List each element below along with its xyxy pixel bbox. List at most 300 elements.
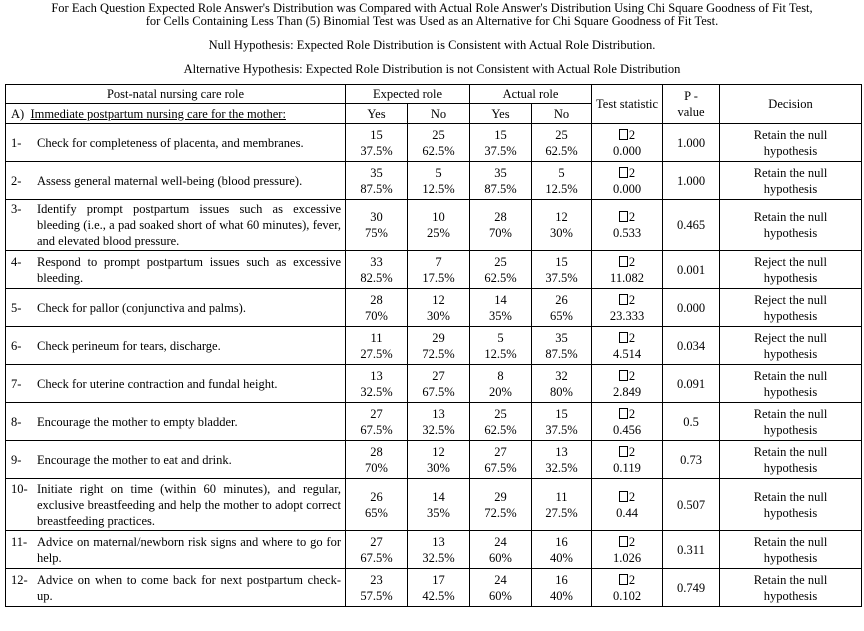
header-test-statistic-label: Test statistic [596, 97, 658, 111]
care-item [6, 200, 346, 251]
item-number: 4- [11, 254, 22, 269]
actual-yes-percent: 87.5% [484, 181, 517, 196]
test-statistic-value: 0.533 [612, 226, 642, 240]
chi-square-exponent: 2 [628, 210, 636, 224]
actual-yes-count: 8 [497, 368, 504, 383]
actual-no-percent: 62.5% [545, 143, 578, 158]
chi-square-symbol [592, 489, 662, 505]
expected-yes-count: 23 [370, 572, 383, 587]
header-actual-no: No [532, 104, 592, 124]
chi-square-exponent: 2 [628, 254, 636, 269]
decision-line-2: hypothesis [763, 384, 818, 399]
item-number: 5- [11, 300, 22, 315]
expected-yes-percent: 32.5% [360, 384, 393, 399]
test-statistic-value: 2.849 [612, 384, 642, 399]
care-item [6, 251, 346, 289]
table-row [6, 124, 862, 162]
decision [720, 441, 862, 479]
expected-yes-count: 27 [370, 534, 383, 549]
actual-no [532, 479, 592, 531]
actual-yes [470, 403, 532, 441]
care-item [6, 327, 346, 365]
actual-yes [470, 365, 532, 403]
chi-square-symbol [592, 444, 662, 460]
test-statistic-value: 0.000 [612, 143, 642, 158]
decision-line-2: hypothesis [763, 588, 818, 603]
decision-line-2: hypothesis [763, 308, 818, 323]
chi-square-exponent: 2 [628, 127, 636, 142]
actual-yes-percent: 37.5% [484, 143, 517, 158]
actual-yes [470, 124, 532, 162]
expected-yes-count: 30 [370, 210, 383, 224]
actual-no-count: 16 [555, 534, 568, 549]
decision-line-2: hypothesis [763, 346, 818, 361]
header-test-statistic [592, 85, 663, 124]
table-row [6, 441, 862, 479]
item-number: 3- [11, 202, 22, 216]
test-statistic [592, 531, 663, 569]
header-p-value [663, 85, 720, 124]
chi-square-symbol [592, 534, 662, 550]
actual-no-percent: 27.5% [545, 505, 578, 520]
expected-no [408, 403, 470, 441]
expected-no-count: 25 [432, 127, 445, 142]
test-statistic [592, 124, 663, 162]
p-value: 0.034 [663, 327, 720, 365]
actual-no-count: 32 [555, 368, 568, 383]
actual-yes [470, 441, 532, 479]
table-row [6, 251, 862, 289]
test-statistic [592, 289, 663, 327]
header-p-line1: P - [684, 89, 698, 103]
chi-square-exponent: 2 [628, 165, 636, 180]
actual-yes [470, 569, 532, 607]
care-item [6, 365, 346, 403]
p-value: 0.73 [663, 441, 720, 479]
missing-glyph-icon [619, 256, 628, 267]
expected-no-count: 27 [432, 368, 445, 383]
actual-no-percent: 40% [550, 550, 573, 565]
missing-glyph-icon [619, 574, 628, 585]
table-row [6, 479, 862, 531]
header-actual-yes: Yes [470, 104, 532, 124]
alternative-hypothesis: Alternative Hypothesis: Expected Role Distribution is not Consistent with Actual Role Distribution [183, 62, 681, 76]
actual-no-percent: 65% [550, 308, 573, 323]
actual-yes-count: 25 [494, 254, 507, 269]
table-row [6, 200, 862, 251]
expected-no-percent: 25% [427, 226, 450, 240]
expected-no-percent: 17.5% [422, 270, 455, 285]
expected-yes-percent: 57.5% [360, 588, 393, 603]
decision-line-2: hypothesis [763, 550, 818, 565]
expected-no-count: 29 [432, 330, 445, 345]
item-text: Identify prompt postpartum issues such as excessive bleeding (i.e., a pad soaked short of what 60 minutes), fever, and elevated blood pressure. [37, 202, 341, 248]
expected-no-count: 12 [432, 292, 445, 307]
header-decision: Decision [720, 85, 862, 124]
expected-yes-percent: 67.5% [360, 550, 393, 565]
expected-no-count: 13 [432, 534, 445, 549]
decision-line-1: Reject the null [754, 254, 827, 269]
chi-square-symbol [592, 330, 662, 346]
decision-line-2: hypothesis [763, 270, 818, 285]
decision [720, 327, 862, 365]
expected-yes-count: 27 [370, 406, 383, 421]
actual-yes [470, 479, 532, 531]
expected-no-percent: 32.5% [422, 422, 455, 437]
expected-no [408, 365, 470, 403]
expected-no [408, 289, 470, 327]
item-number: 11- [11, 534, 28, 549]
actual-no-count: 5 [558, 165, 565, 180]
actual-no-percent: 87.5% [545, 346, 578, 361]
actual-no [532, 162, 592, 200]
section-prefix: A) [11, 106, 25, 121]
decision-line-1: Retain the null [753, 444, 828, 459]
decision-line-1: Reject the null [754, 330, 827, 345]
item-text: Check perineum for tears, discharge. [37, 338, 221, 353]
actual-yes-percent: 70% [489, 226, 512, 240]
actual-no-count: 15 [555, 406, 568, 421]
decision [720, 531, 862, 569]
decision [720, 403, 862, 441]
chi-square-symbol [592, 209, 662, 225]
actual-yes-count: 5 [497, 330, 504, 345]
actual-yes-percent: 62.5% [484, 270, 517, 285]
expected-no-percent: 67.5% [422, 384, 455, 399]
decision-line-1: Retain the null [753, 489, 828, 504]
care-item [6, 403, 346, 441]
expected-yes-count: 28 [370, 444, 383, 459]
expected-yes [346, 162, 408, 200]
chi-square-exponent: 2 [628, 330, 636, 345]
actual-no [532, 251, 592, 289]
test-statistic [592, 403, 663, 441]
decision-line-1: Retain the null [753, 127, 828, 142]
test-statistic-value: 0.119 [613, 460, 641, 475]
expected-no-percent: 62.5% [422, 143, 455, 158]
actual-no [532, 124, 592, 162]
expected-yes-percent: 67.5% [360, 422, 393, 437]
actual-no-count: 13 [555, 444, 568, 459]
actual-no [532, 441, 592, 479]
decision [720, 200, 862, 251]
care-item [6, 162, 346, 200]
expected-yes [346, 251, 408, 289]
actual-yes-count: 28 [494, 210, 507, 224]
decision-line-2: hypothesis [763, 226, 818, 240]
expected-no [408, 327, 470, 365]
section-title-cell [6, 104, 346, 124]
actual-no-count: 11 [555, 489, 568, 504]
heading-line-2: for Cells Containing Less Than (5) Binomial Test was Used as an Alternative for Chi Square Goodness of Fit Test. [145, 14, 719, 28]
test-statistic-value: 0.44 [616, 505, 638, 520]
table-row [6, 365, 862, 403]
expected-yes [346, 200, 408, 251]
header-expected-yes: Yes [346, 104, 408, 124]
actual-yes-percent: 62.5% [484, 422, 517, 437]
actual-no [532, 289, 592, 327]
expected-yes-count: 35 [370, 165, 383, 180]
expected-no-count: 14 [432, 489, 445, 504]
item-number: 10- [11, 481, 28, 496]
expected-yes-count: 11 [370, 330, 383, 345]
actual-no-count: 15 [555, 254, 568, 269]
decision-line-2: hypothesis [763, 460, 818, 475]
p-value: 1.000 [663, 162, 720, 200]
expected-no [408, 124, 470, 162]
header-actual-role: Actual role [470, 85, 592, 104]
table-row [6, 327, 862, 365]
chi-square-symbol [592, 572, 662, 588]
actual-yes-percent: 60% [489, 550, 512, 565]
test-statistic [592, 251, 663, 289]
actual-yes-count: 15 [494, 127, 507, 142]
expected-yes-percent: 65% [365, 505, 388, 520]
chi-square-symbol [592, 254, 662, 270]
expected-yes-count: 26 [370, 489, 383, 504]
chi-square-symbol [592, 368, 662, 384]
item-text: Advice on maternal/newborn risk signs and where to go for help. [37, 534, 341, 565]
expected-no-count: 7 [435, 254, 442, 269]
table-row [6, 569, 862, 607]
heading-line-1: For Each Question Expected Role Answer's Distribution was Compared with Actual Role Answer's Distribution Using Chi Square Goodness of Fit Test, [51, 1, 813, 15]
expected-no-count: 10 [432, 210, 445, 224]
expected-no [408, 531, 470, 569]
actual-yes-percent: 67.5% [484, 460, 517, 475]
actual-yes [470, 251, 532, 289]
missing-glyph-icon [619, 408, 628, 419]
test-statistic-value: 23.333 [609, 308, 645, 323]
item-number: 6- [11, 338, 22, 353]
actual-yes-count: 24 [494, 534, 507, 549]
actual-no-percent: 12.5% [545, 181, 578, 196]
actual-no-percent: 32.5% [545, 460, 578, 475]
expected-yes-percent: 37.5% [360, 143, 393, 158]
decision-line-2: hypothesis [763, 505, 818, 520]
item-number: 9- [11, 452, 22, 467]
expected-yes-count: 15 [370, 127, 383, 142]
decision [720, 569, 862, 607]
expected-no-percent: 12.5% [422, 181, 455, 196]
actual-no [532, 531, 592, 569]
care-item [6, 289, 346, 327]
actual-yes-percent: 35% [489, 308, 512, 323]
expected-yes-count: 13 [370, 368, 383, 383]
decision-line-1: Reject the null [754, 292, 827, 307]
decision-line-2: hypothesis [763, 181, 818, 196]
actual-yes-count: 14 [494, 292, 507, 307]
p-value: 1.000 [663, 124, 720, 162]
actual-no [532, 200, 592, 251]
chi-square-exponent: 2 [628, 489, 636, 504]
missing-glyph-icon [619, 294, 628, 305]
table-row [6, 162, 862, 200]
item-number: 7- [11, 376, 22, 391]
chi-square-exponent: 2 [628, 406, 636, 421]
header-row-1 [6, 85, 862, 104]
expected-no-count: 5 [435, 165, 442, 180]
actual-no-count: 12 [555, 210, 568, 224]
test-statistic [592, 569, 663, 607]
header-expected-no: No [408, 104, 470, 124]
item-text: Advice on when to come back for next postpartum check-up. [37, 572, 341, 603]
item-text: Respond to prompt postpartum issues such as excessive bleeding. [37, 254, 341, 285]
expected-yes [346, 289, 408, 327]
expected-yes-count: 33 [370, 254, 383, 269]
expected-no-count: 17 [432, 572, 445, 587]
expected-yes-percent: 70% [365, 460, 388, 475]
item-number: 2- [11, 173, 22, 188]
actual-yes-count: 24 [494, 572, 507, 587]
expected-no [408, 441, 470, 479]
care-item [6, 569, 346, 607]
expected-yes-percent: 75% [365, 226, 388, 240]
actual-no-count: 35 [555, 330, 568, 345]
expected-yes [346, 569, 408, 607]
item-number: 8- [11, 414, 22, 429]
p-value: 0.001 [663, 251, 720, 289]
test-statistic [592, 365, 663, 403]
expected-no-percent: 72.5% [422, 346, 455, 361]
decision-line-1: Retain the null [753, 572, 828, 587]
expected-yes-percent: 87.5% [360, 181, 393, 196]
p-value: 0.749 [663, 569, 720, 607]
missing-glyph-icon [619, 332, 628, 343]
expected-yes-percent: 27.5% [360, 346, 393, 361]
actual-no [532, 403, 592, 441]
expected-no-percent: 30% [427, 308, 450, 323]
test-statistic-value: 1.026 [612, 550, 642, 565]
missing-glyph-icon [619, 129, 628, 140]
expected-yes [346, 403, 408, 441]
missing-glyph-icon [619, 167, 628, 178]
care-item [6, 479, 346, 531]
test-statistic-value: 0.102 [612, 588, 642, 603]
actual-no [532, 569, 592, 607]
chi-square-exponent: 2 [628, 292, 636, 307]
null-hypothesis: Null Hypothesis: Expected Role Distribution is Consistent with Actual Role Distribution. [208, 38, 656, 52]
actual-no-count: 26 [555, 292, 568, 307]
expected-no-percent: 30% [427, 460, 450, 475]
expected-no [408, 162, 470, 200]
p-value: 0.507 [663, 479, 720, 531]
item-text: Encourage the mother to empty bladder. [37, 414, 238, 429]
actual-yes [470, 162, 532, 200]
actual-no [532, 327, 592, 365]
header-care-role: Post-natal nursing care role [6, 85, 346, 104]
test-statistic [592, 479, 663, 531]
test-statistic-value: 0.456 [612, 422, 642, 437]
actual-yes-count: 35 [494, 165, 507, 180]
expected-yes [346, 479, 408, 531]
expected-no-percent: 32.5% [422, 550, 455, 565]
chi-square-exponent: 2 [628, 572, 636, 587]
expected-yes-percent: 82.5% [360, 270, 393, 285]
test-statistic-value: 0.000 [612, 181, 642, 196]
decision-line-1: Retain the null [753, 368, 828, 383]
decision-line-2: hypothesis [763, 143, 818, 158]
decision [720, 479, 862, 531]
actual-yes [470, 327, 532, 365]
header-expected-role: Expected role [346, 85, 470, 104]
item-text: Encourage the mother to eat and drink. [37, 452, 232, 467]
decision-line-1: Retain the null [753, 210, 828, 224]
actual-no-count: 25 [555, 127, 568, 142]
decision-line-1: Retain the null [753, 534, 828, 549]
care-item [6, 441, 346, 479]
header-p-line2: value [677, 105, 705, 119]
item-text: Check for pallor (conjunctiva and palms). [37, 300, 246, 315]
section-title: Immediate postpartum nursing care for the mother: [30, 106, 286, 121]
expected-no [408, 200, 470, 251]
actual-yes-percent: 72.5% [484, 505, 517, 520]
p-value: 0.5 [663, 403, 720, 441]
actual-no-count: 16 [555, 572, 568, 587]
test-statistic [592, 441, 663, 479]
item-text: Check for completeness of placenta, and membranes. [37, 135, 304, 150]
care-item [6, 124, 346, 162]
results-table [5, 84, 862, 607]
actual-yes-count: 25 [494, 406, 507, 421]
expected-no-percent: 42.5% [422, 588, 455, 603]
item-text: Check for uterine contraction and fundal height. [37, 376, 278, 391]
expected-yes [346, 327, 408, 365]
p-value: 0.091 [663, 365, 720, 403]
actual-yes [470, 200, 532, 251]
actual-no-percent: 30% [550, 226, 573, 240]
care-item [6, 531, 346, 569]
actual-yes [470, 289, 532, 327]
decision-line-1: Retain the null [753, 165, 828, 180]
missing-glyph-icon [619, 370, 628, 381]
p-value: 0.465 [663, 200, 720, 251]
actual-yes-percent: 20% [489, 384, 512, 399]
chi-square-exponent: 2 [628, 444, 636, 459]
actual-no-percent: 80% [550, 384, 573, 399]
expected-no-count: 12 [432, 444, 445, 459]
expected-no-percent: 35% [427, 505, 450, 520]
test-statistic-value: 11.082 [610, 270, 644, 285]
item-number: 12- [11, 572, 28, 587]
actual-yes-percent: 60% [489, 588, 512, 603]
actual-yes-percent: 12.5% [484, 346, 517, 361]
decision [720, 365, 862, 403]
actual-no-percent: 37.5% [545, 270, 578, 285]
expected-yes [346, 365, 408, 403]
expected-no [408, 479, 470, 531]
expected-yes [346, 441, 408, 479]
item-number: 1- [11, 135, 22, 150]
decision [720, 162, 862, 200]
missing-glyph-icon [619, 211, 628, 222]
decision [720, 124, 862, 162]
missing-glyph-icon [619, 446, 628, 457]
expected-no-count: 13 [432, 406, 445, 421]
item-text: Assess general maternal well-being (blood pressure). [37, 173, 303, 188]
expected-yes [346, 124, 408, 162]
p-value: 0.000 [663, 289, 720, 327]
decision [720, 251, 862, 289]
table-row [6, 289, 862, 327]
p-value: 0.311 [663, 531, 720, 569]
decision-line-1: Retain the null [753, 406, 828, 421]
table-row [6, 531, 862, 569]
item-text: Initiate right on time (within 60 minutes), and regular, exclusive breastfeeding and help the mother to adopt correct breastfeeding practices. [37, 481, 341, 528]
test-statistic [592, 200, 663, 251]
actual-no-percent: 37.5% [545, 422, 578, 437]
expected-yes-percent: 70% [365, 308, 388, 323]
table-row [6, 403, 862, 441]
